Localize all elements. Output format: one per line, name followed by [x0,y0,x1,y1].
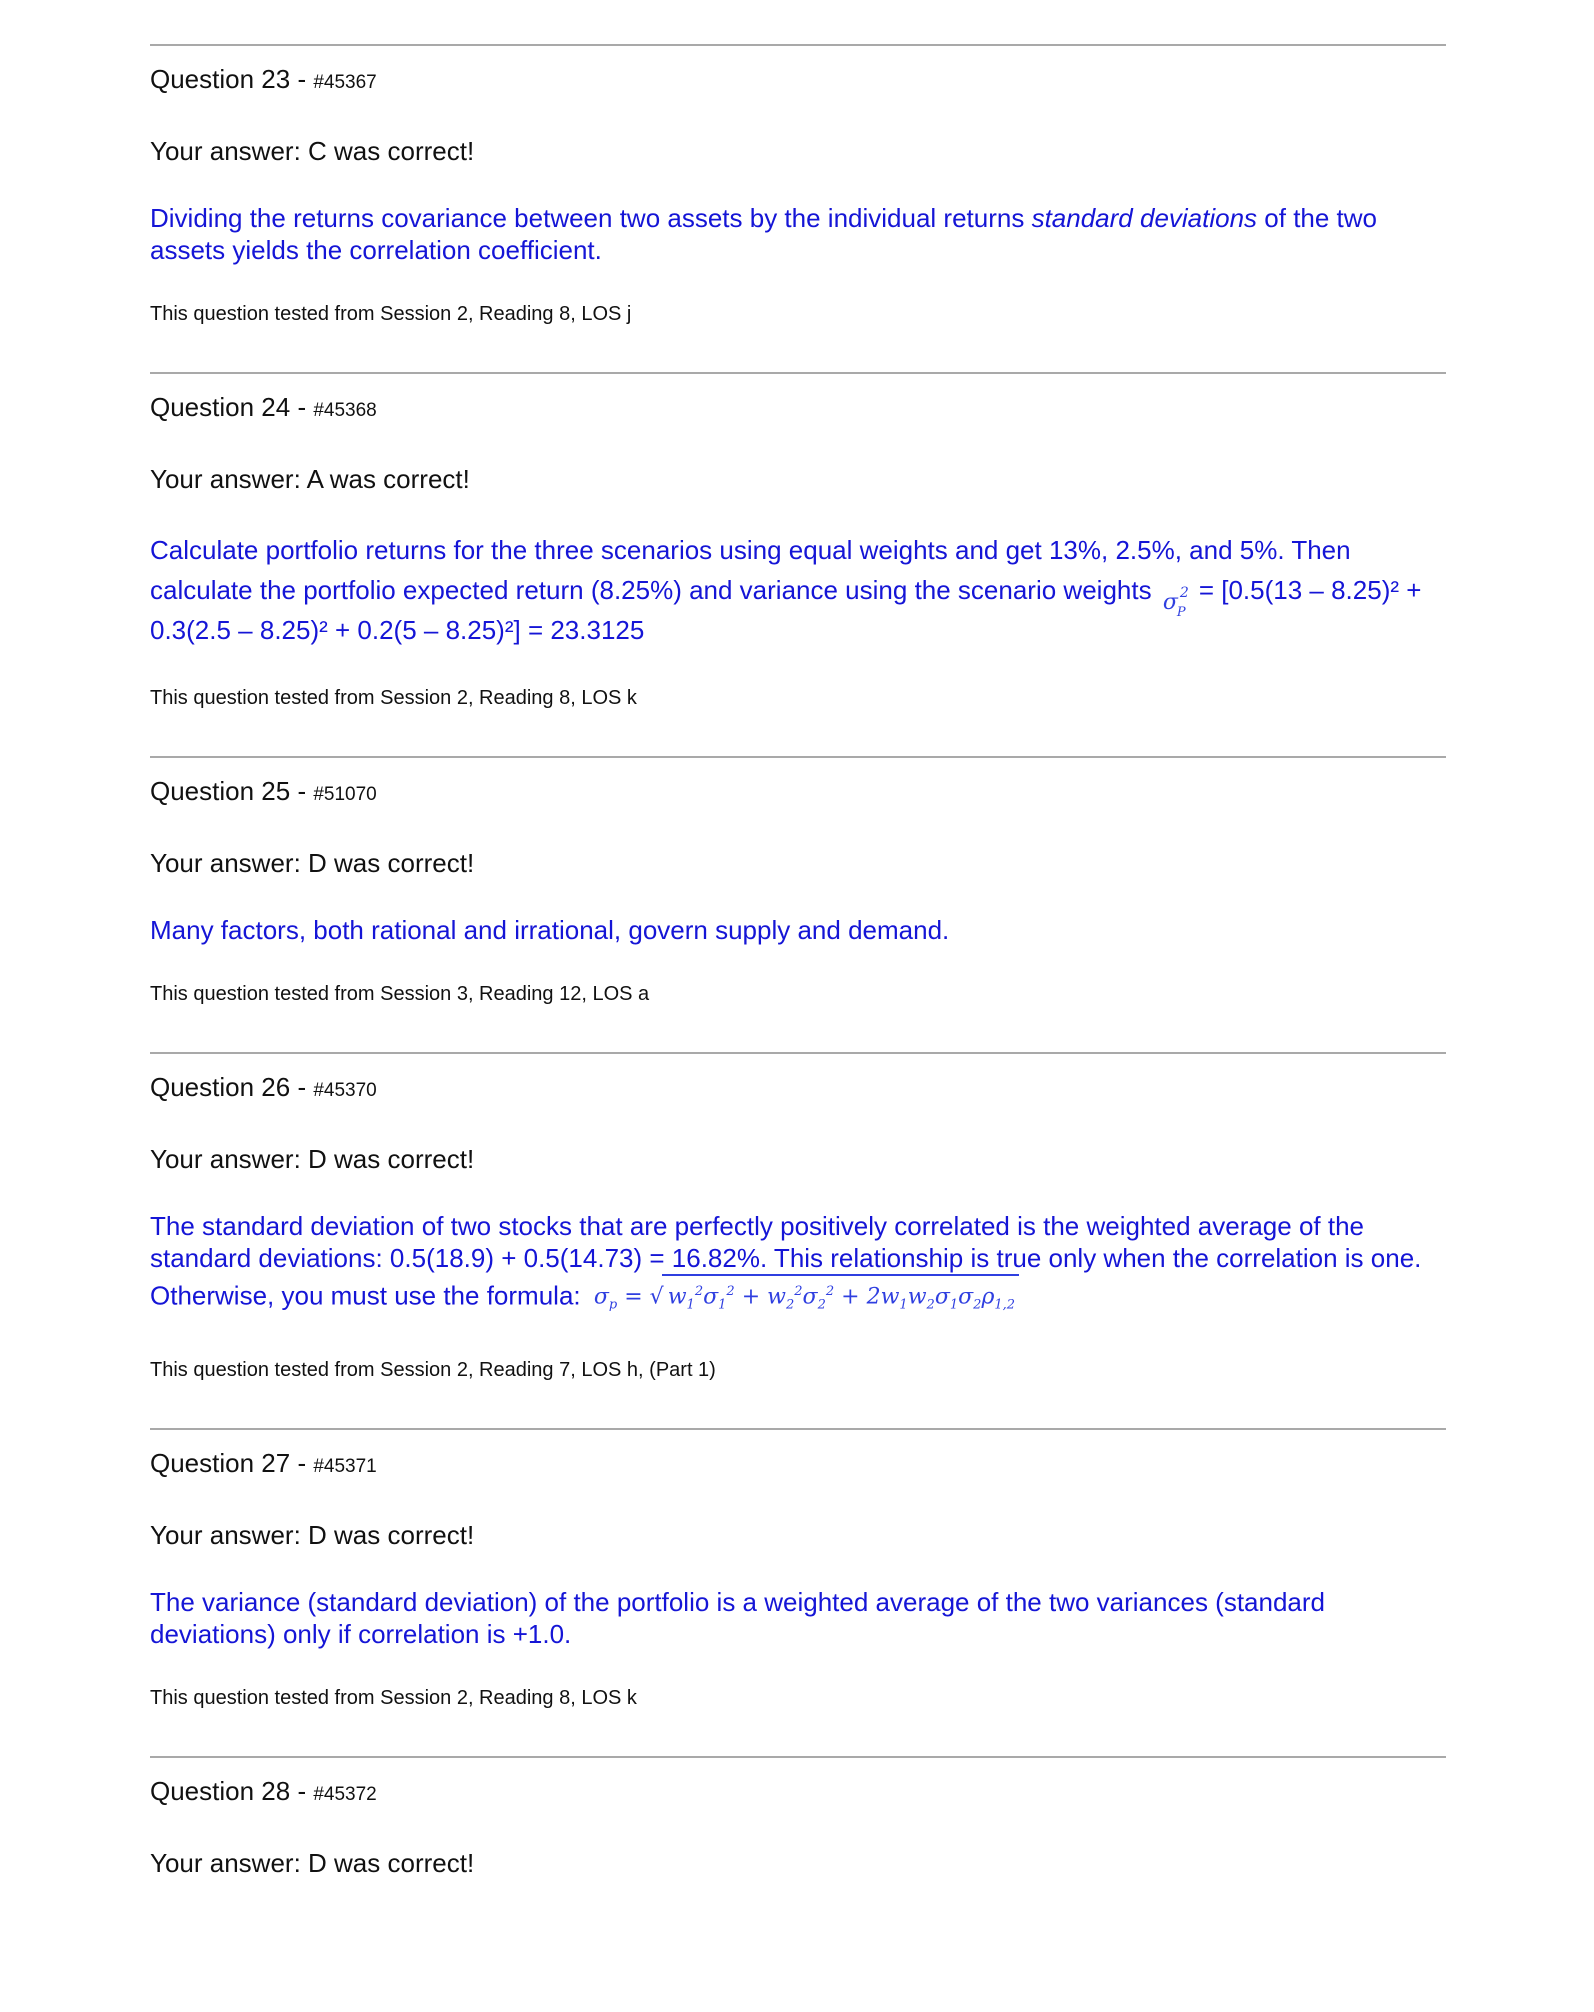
formula-w: w [907,1284,927,1310]
question-id: #51070 [313,784,377,805]
question-heading [150,1070,1446,1108]
sigma-glyph: σ [1162,590,1178,616]
explanation-text [150,202,1446,266]
question-label: Question 27 [150,1447,291,1478]
formula-root-sign: √ [649,1284,664,1310]
question-heading [150,1446,1446,1484]
question-separator: - [290,1447,314,1478]
question-section-23 [150,44,1446,328]
formula-index: 1 [686,1297,695,1313]
question-label: Question 24 [150,392,291,422]
your-answer: Your answer: D was correct! [150,848,475,878]
formula-w: w [767,1284,786,1310]
question-separator: - [290,1775,314,1806]
formula-index: 2 [973,1297,982,1313]
formula-power: 2 [726,1284,735,1299]
explanation-emphasis: standard deviations [1031,203,1258,233]
question-label: Question 28 [150,1775,291,1806]
formula-power: 2 [825,1284,835,1299]
question-id: #45367 [313,72,377,93]
portfolio-variance-symbol [1159,577,1199,621]
formula-sigma: σ [958,1284,974,1310]
formula-sigma: σ [593,1284,609,1310]
formula-index: 1 [949,1297,959,1313]
explanation-part: of the two assets yields the correlation coefficient. [150,203,1378,265]
question-section-25 [150,756,1446,1008]
question-separator: - [290,392,314,422]
explanation-text: Many factors, both rational and irrational, govern supply and demand. [150,915,950,945]
tested-from: This question tested from Session 2, Reading 7, LOS h, (Part 1) [150,1358,716,1381]
results-page [150,44,1446,1914]
formula-index: 2 [817,1297,826,1313]
your-answer: Your answer: D was correct! [150,1519,475,1550]
portfolio-stdev-formula [594,1274,1019,1322]
question-label: Question 25 [150,776,291,806]
formula-w: w [667,1284,687,1310]
question-id: #45372 [313,1783,377,1805]
formula-index: 2 [926,1297,935,1313]
question-id: #45371 [313,1455,377,1477]
tested-from: This question tested from Session 2, Reading 8, LOS k [150,1686,637,1709]
formula-index: 1 [718,1297,727,1313]
formula-rho: ρ [981,1284,995,1310]
explanation-part: Dividing the returns covariance between two assets by the individual returns [150,203,1032,233]
question-heading [150,62,1446,100]
question-label: Question 26 [150,1072,291,1102]
formula-subscript: p [608,1297,618,1313]
formula-index: 1,2 [994,1297,1016,1313]
question-heading [150,774,1446,812]
explanation-text: The variance (standard deviation) of the portfolio is a weighted average of the two variances (standard deviations) only if correlation is +1.0. [150,1586,1326,1649]
formula-power: 2 [794,1284,803,1299]
formula-sigma: σ [703,1284,719,1310]
question-id: #45370 [313,1080,377,1101]
formula-sigma: σ [934,1284,950,1310]
question-separator: - [290,776,314,806]
your-answer: Your answer: D was correct! [150,1847,475,1878]
question-section-26 [150,1052,1446,1384]
your-answer: Your answer: C was correct! [150,136,475,166]
formula-sigma: σ [802,1284,818,1310]
explanation-text [150,1210,1446,1322]
question-heading [150,390,1446,428]
formula-radicand [662,1274,1019,1322]
sigma-subscript: P [1176,605,1186,621]
your-answer: Your answer: D was correct! [150,1144,475,1174]
question-separator: - [290,1072,314,1102]
question-id: #45368 [313,400,377,421]
your-answer: Your answer: A was correct! [150,464,470,494]
tested-from: This question tested from Session 3, Reading 12, LOS a [150,983,650,1005]
explanation-part: The standard deviation of two stocks that are perfectly positively correlated is the weighted average of the standard deviations: 0.5(18.9) + 0.5(14.73) = 16.82%. This relationship is true only when the correlation is one. Otherwise, you must use the formula: [150,1211,1422,1311]
formula-index: 2 [785,1297,795,1313]
sigma-superscript: 2 [1179,585,1189,602]
question-section-27 [150,1428,1446,1712]
question-separator: - [290,64,314,94]
formula-power: 2 [694,1284,704,1299]
formula-index: 1 [899,1297,908,1313]
explanation-text [150,530,1446,650]
formula-w: w [880,1284,900,1310]
question-label: Question 23 [150,64,291,94]
tested-from: This question tested from Session 2, Reading 8, LOS k [150,687,637,709]
question-section-24 [150,372,1446,712]
explanation-part: = [0.5(13 – 8.25)² + 0.3(2.5 – 8.25)² + 0.2(5 – 8.25)²] = 23.3125 [150,575,1422,645]
formula-plus: + [841,1284,860,1310]
question-heading [150,1774,1446,1812]
question-section-28 [150,1756,1446,1880]
explanation-part: Calculate portfolio returns for the three scenarios using equal weights and get 13%, 2.5%, and 5%. Then calculate the portfolio expected return (8.25%) and variance using the scenario weights [150,535,1351,605]
formula-plus: + [741,1284,761,1310]
formula-coefficient: 2 [866,1284,881,1310]
tested-from: This question tested from Session 2, Reading 8, LOS j [150,303,632,325]
formula-equals: = [624,1284,643,1310]
